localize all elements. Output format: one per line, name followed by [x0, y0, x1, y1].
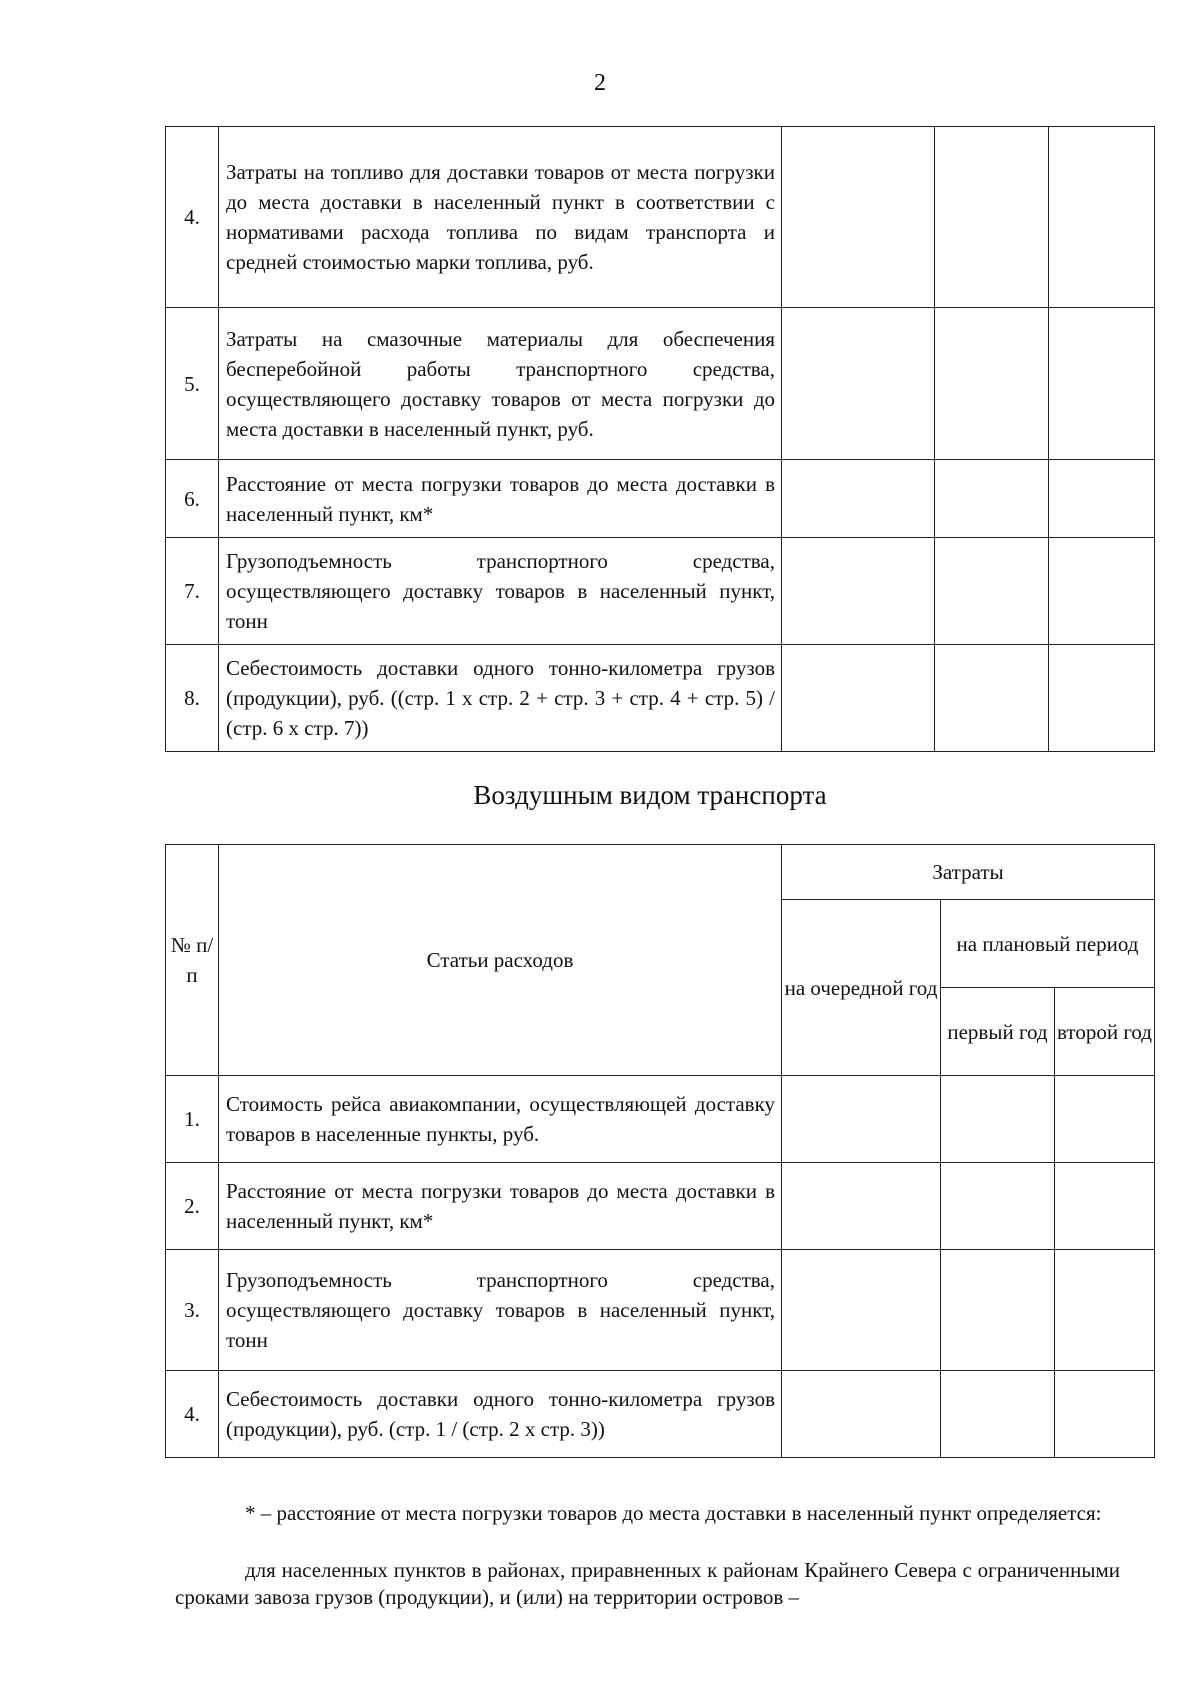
row-number: 8.	[166, 645, 219, 752]
expense-item: Расстояние от места погрузки товаров до места доставки в населенный пункт, км*	[219, 460, 782, 538]
expense-item: Грузоподъемность транспортного средства, осуществляющего доставку товаров в населенный пункт, тонн	[219, 1250, 782, 1371]
value-cell	[782, 308, 935, 460]
value-cell	[941, 1163, 1055, 1250]
page-number: 2	[594, 70, 606, 96]
value-cell	[782, 1371, 941, 1458]
expense-item: Затраты на смазочные материалы для обеспечения бесперебойной работы транспортного средства, осуществляющего доставку товаров от места погрузки до места доставки в населенный пункт, руб.	[219, 308, 782, 460]
table-row	[166, 538, 1155, 645]
row-number: 6.	[166, 460, 219, 538]
header-items: Статьи расходов	[219, 845, 782, 1076]
value-cell	[935, 460, 1049, 538]
header-number: № п/п	[166, 845, 219, 1076]
row-number: 1.	[166, 1076, 219, 1163]
value-cell	[1055, 1163, 1155, 1250]
row-number: 3.	[166, 1250, 219, 1371]
value-cell	[782, 1076, 941, 1163]
expense-item: Стоимость рейса авиакомпании, осуществляющей доставку товаров в населенные пункты, руб.	[219, 1076, 782, 1163]
header-costs: Затраты	[782, 845, 1155, 900]
expense-item: Грузоподъемность транспортного средства, осуществляющего доставку товаров в населенный пункт, тонн	[219, 538, 782, 645]
header-second-year: второй год	[1055, 988, 1155, 1076]
expense-item: Затраты на топливо для доставки товаров от места погрузки до места доставки в населенный пункт в соответствии с нормативами расхода топлива по видам транспорта и средней стоимостью марки топлива, руб.	[219, 127, 782, 308]
header-first-year: первый год	[941, 988, 1055, 1076]
value-cell	[935, 538, 1049, 645]
value-cell	[941, 1250, 1055, 1371]
table-row	[166, 1250, 1155, 1371]
section-title: Воздушным видом транспорта	[473, 780, 827, 810]
value-cell	[1049, 127, 1155, 308]
table-row	[166, 645, 1155, 752]
header-next-year: на очередной год	[782, 900, 941, 1076]
value-cell	[1055, 1076, 1155, 1163]
table-row	[166, 1163, 1155, 1250]
footnote-continuation: для населенных пунктов в районах, приравненных к районам Крайнего Севера с ограниченными сроками завоза грузов (продукции), и (или) на территории островов –	[175, 1558, 1120, 1609]
row-number: 7.	[166, 538, 219, 645]
value-cell	[782, 645, 935, 752]
table-row	[166, 308, 1155, 460]
value-cell	[1049, 538, 1155, 645]
value-cell	[941, 1371, 1055, 1458]
value-cell	[1049, 308, 1155, 460]
row-number: 4.	[166, 127, 219, 308]
footnote-definition: * – расстояние от места погрузки товаров до места доставки в населенный пункт определяется:	[245, 1501, 1102, 1525]
expense-item: Себестоимость доставки одного тонно-километра грузов (продукции), руб. ((стр. 1 x стр. 2 + стр. 3 + стр. 4 + стр. 5) / (стр. 6 x стр. 7))	[219, 645, 782, 752]
table-header-row	[166, 845, 1155, 900]
row-number: 2.	[166, 1163, 219, 1250]
value-cell	[782, 460, 935, 538]
value-cell	[935, 127, 1049, 308]
value-cell	[1055, 1371, 1155, 1458]
value-cell	[782, 1250, 941, 1371]
value-cell	[782, 127, 935, 308]
row-number: 4.	[166, 1371, 219, 1458]
expenses-table-continued	[165, 126, 1155, 752]
value-cell	[1049, 460, 1155, 538]
table-row	[166, 460, 1155, 538]
row-number: 5.	[166, 308, 219, 460]
value-cell	[935, 308, 1049, 460]
value-cell	[782, 1163, 941, 1250]
value-cell	[782, 538, 935, 645]
value-cell	[935, 645, 1049, 752]
air-transport-table	[165, 844, 1155, 1458]
value-cell	[1055, 1250, 1155, 1371]
expense-item: Расстояние от места погрузки товаров до места доставки в населенный пункт, км*	[219, 1163, 782, 1250]
table-row	[166, 127, 1155, 308]
table-row	[166, 1076, 1155, 1163]
value-cell	[1049, 645, 1155, 752]
value-cell	[941, 1076, 1055, 1163]
table-row	[166, 1371, 1155, 1458]
header-plan-period: на плановый период	[941, 900, 1155, 988]
expense-item: Себестоимость доставки одного тонно-километра грузов (продукции), руб. (стр. 1 / (стр. 2 x стр. 3))	[219, 1371, 782, 1458]
